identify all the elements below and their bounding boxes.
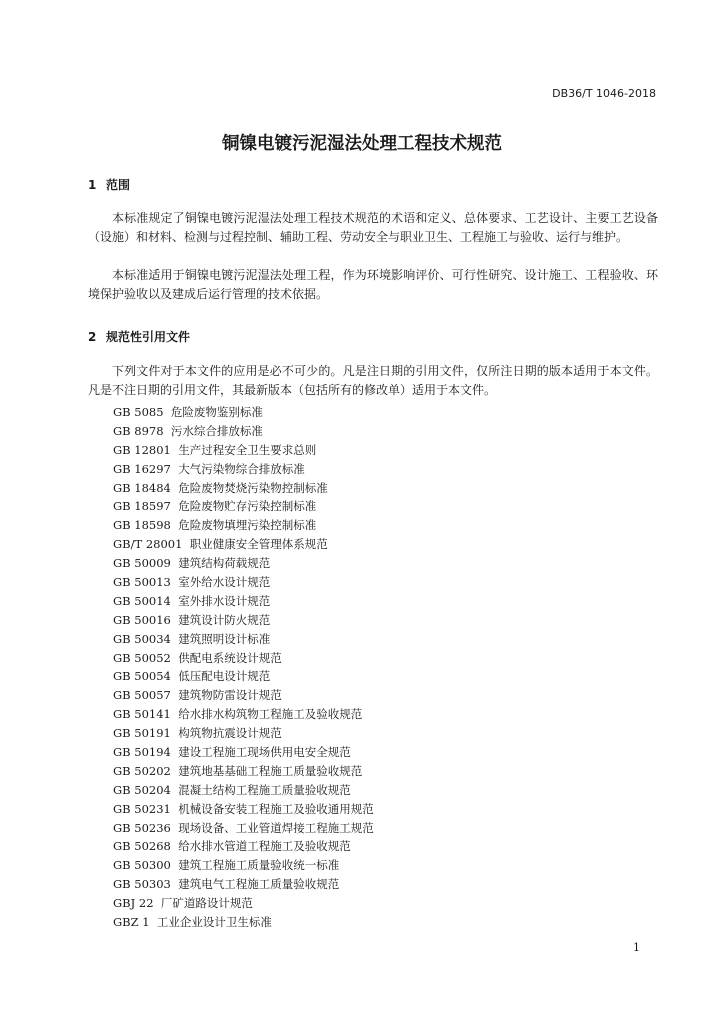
reference-code: GB 50014 <box>113 593 171 608</box>
reference-item <box>113 441 374 460</box>
reference-item <box>113 781 374 800</box>
reference-code: GB 50191 <box>113 726 171 741</box>
reference-name: 危险废物焚烧污染物控制标准 <box>178 480 328 495</box>
reference-code: GB 50054 <box>113 669 171 684</box>
reference-code: GB 50231 <box>113 801 171 816</box>
reference-item <box>113 592 374 611</box>
reference-name: 危险废物填埋污染控制标准 <box>178 518 317 533</box>
reference-code: GB 50057 <box>113 688 171 703</box>
reference-name: 建筑工程施工质量验收统一标准 <box>178 858 340 873</box>
reference-item <box>113 724 374 743</box>
reference-name: 危险废物贮存污染控制标准 <box>178 499 317 514</box>
reference-name: 建筑设计防火规范 <box>178 612 271 627</box>
reference-name: 机械设备安装工程施工及验收通用规范 <box>178 801 374 816</box>
reference-name: 建筑结构荷载规范 <box>178 556 271 571</box>
reference-name: 建筑物防雷设计规范 <box>178 688 282 703</box>
reference-name: 室外给水设计规范 <box>178 575 271 590</box>
reference-name: 职业健康安全管理体系规范 <box>189 537 328 552</box>
reference-name: 生产过程安全卫生要求总则 <box>178 442 317 457</box>
reference-code: GB 50034 <box>113 631 171 646</box>
reference-code: GB 50016 <box>113 612 171 627</box>
reference-item <box>113 743 374 762</box>
reference-code: GB 18484 <box>113 480 171 495</box>
reference-name: 构筑物抗震设计规范 <box>178 726 282 741</box>
reference-code: GB 16297 <box>113 461 171 476</box>
section-1-paragraph-1: 本标准规定了铜镍电镀污泥湿法处理工程技术规范的术语和定义、总体要求、工艺设计、主要工艺设备（设施）和材料、检测与过程控制、辅助工程、劳动安全与职业卫生、工程施工与验收、运行与维护。 <box>88 211 658 244</box>
reference-item <box>113 535 374 554</box>
reference-item <box>113 762 374 781</box>
reference-name: 给水排水管道工程施工及验收规范 <box>178 839 351 854</box>
standard-code: DB36/T 1046-2018 <box>552 87 656 100</box>
reference-code: GB 5085 <box>113 405 164 419</box>
section-2-paragraph-1: 下列文件对于本文件的应用是必不可少的。凡是注日期的引用文件，仅所注日期的版本适用于本文件。凡是不注日期的引用文件，其最新版本（包括所有的修改单）适用于本文件。 <box>88 364 658 397</box>
reference-item <box>113 837 374 856</box>
reference-item <box>113 800 374 819</box>
reference-name: 建筑电气工程施工质量验收规范 <box>178 877 340 892</box>
reference-code: GB 50202 <box>113 763 171 778</box>
reference-code: GBZ 1 <box>113 915 150 930</box>
reference-item <box>113 516 374 535</box>
reference-spacer <box>154 896 161 910</box>
reference-name: 大气污染物综合排放标准 <box>178 461 305 476</box>
reference-code: GB 50300 <box>113 858 171 873</box>
reference-code: GB 18597 <box>113 499 171 514</box>
reference-name: 建设工程施工现场供用电安全规范 <box>178 745 351 760</box>
reference-item <box>113 705 374 724</box>
section-2-title: 规范性引用文件 <box>106 330 191 344</box>
reference-item <box>113 667 374 686</box>
reference-code: GB 50009 <box>113 556 171 571</box>
reference-code: GB/T 28001 <box>113 537 183 552</box>
reference-item <box>113 894 374 913</box>
section-2-heading <box>88 328 190 345</box>
reference-name: 工业企业设计卫生标准 <box>156 915 272 930</box>
reference-name: 建筑照明设计标准 <box>178 631 271 646</box>
reference-list <box>113 403 374 932</box>
reference-item <box>113 819 374 838</box>
section-1-heading <box>88 176 130 193</box>
reference-code: GB 50052 <box>113 650 171 665</box>
reference-name: 危险废物鉴别标准 <box>170 405 263 419</box>
reference-code: GB 18598 <box>113 518 171 533</box>
reference-name: 给水排水构筑物工程施工及验收规范 <box>178 707 363 722</box>
reference-code: GB 50141 <box>113 707 171 722</box>
reference-code: GB 50194 <box>113 745 171 760</box>
reference-code: GB 50303 <box>113 877 171 892</box>
document-title: 铜镍电镀污泥湿法处理工程技术规范 <box>222 134 502 154</box>
reference-item <box>113 479 374 498</box>
reference-item <box>113 554 374 573</box>
reference-item <box>113 422 374 441</box>
reference-name: 混凝土结构工程施工质量验收规范 <box>178 782 351 797</box>
reference-item <box>113 649 374 668</box>
reference-code: GBJ 22 <box>113 896 154 911</box>
reference-item <box>113 497 374 516</box>
section-1-paragraph-2: 本标准适用于铜镍电镀污泥湿法处理工程，作为环境影响评价、可行性研究、设计施工、工程验收、环境保护验收以及建成后运行管理的技术依据。 <box>88 268 658 301</box>
reference-spacer <box>164 424 171 438</box>
reference-name: 厂矿道路设计规范 <box>160 896 253 911</box>
section-2-number: 2 <box>88 330 97 344</box>
reference-item <box>113 856 374 875</box>
reference-name: 供配电系统设计规范 <box>178 650 282 665</box>
reference-spacer <box>164 405 171 419</box>
reference-spacer <box>182 537 189 551</box>
reference-code: GB 8978 <box>113 423 164 438</box>
reference-code: GB 50236 <box>113 820 171 835</box>
reference-item <box>113 913 374 932</box>
reference-item <box>113 460 374 479</box>
reference-item <box>113 875 374 894</box>
section-1-title: 范围 <box>106 178 131 192</box>
reference-name: 低压配电设计规范 <box>178 669 271 684</box>
reference-item <box>113 630 374 649</box>
reference-name: 室外排水设计规范 <box>178 593 271 608</box>
reference-name: 建筑地基基础工程施工质量验收规范 <box>178 763 363 778</box>
reference-item <box>113 686 374 705</box>
reference-code: GB 50013 <box>113 575 171 590</box>
reference-code: GB 50268 <box>113 839 171 854</box>
section-1-number: 1 <box>88 178 97 192</box>
reference-code: GB 12801 <box>113 442 171 457</box>
page-number: 1 <box>633 941 640 954</box>
reference-item <box>113 403 374 422</box>
reference-code: GB 50204 <box>113 782 171 797</box>
reference-item <box>113 573 374 592</box>
reference-item <box>113 611 374 630</box>
reference-name: 污水综合排放标准 <box>170 423 263 438</box>
reference-spacer <box>150 915 157 929</box>
reference-name: 现场设备、工业管道焊接工程施工规范 <box>178 820 374 835</box>
